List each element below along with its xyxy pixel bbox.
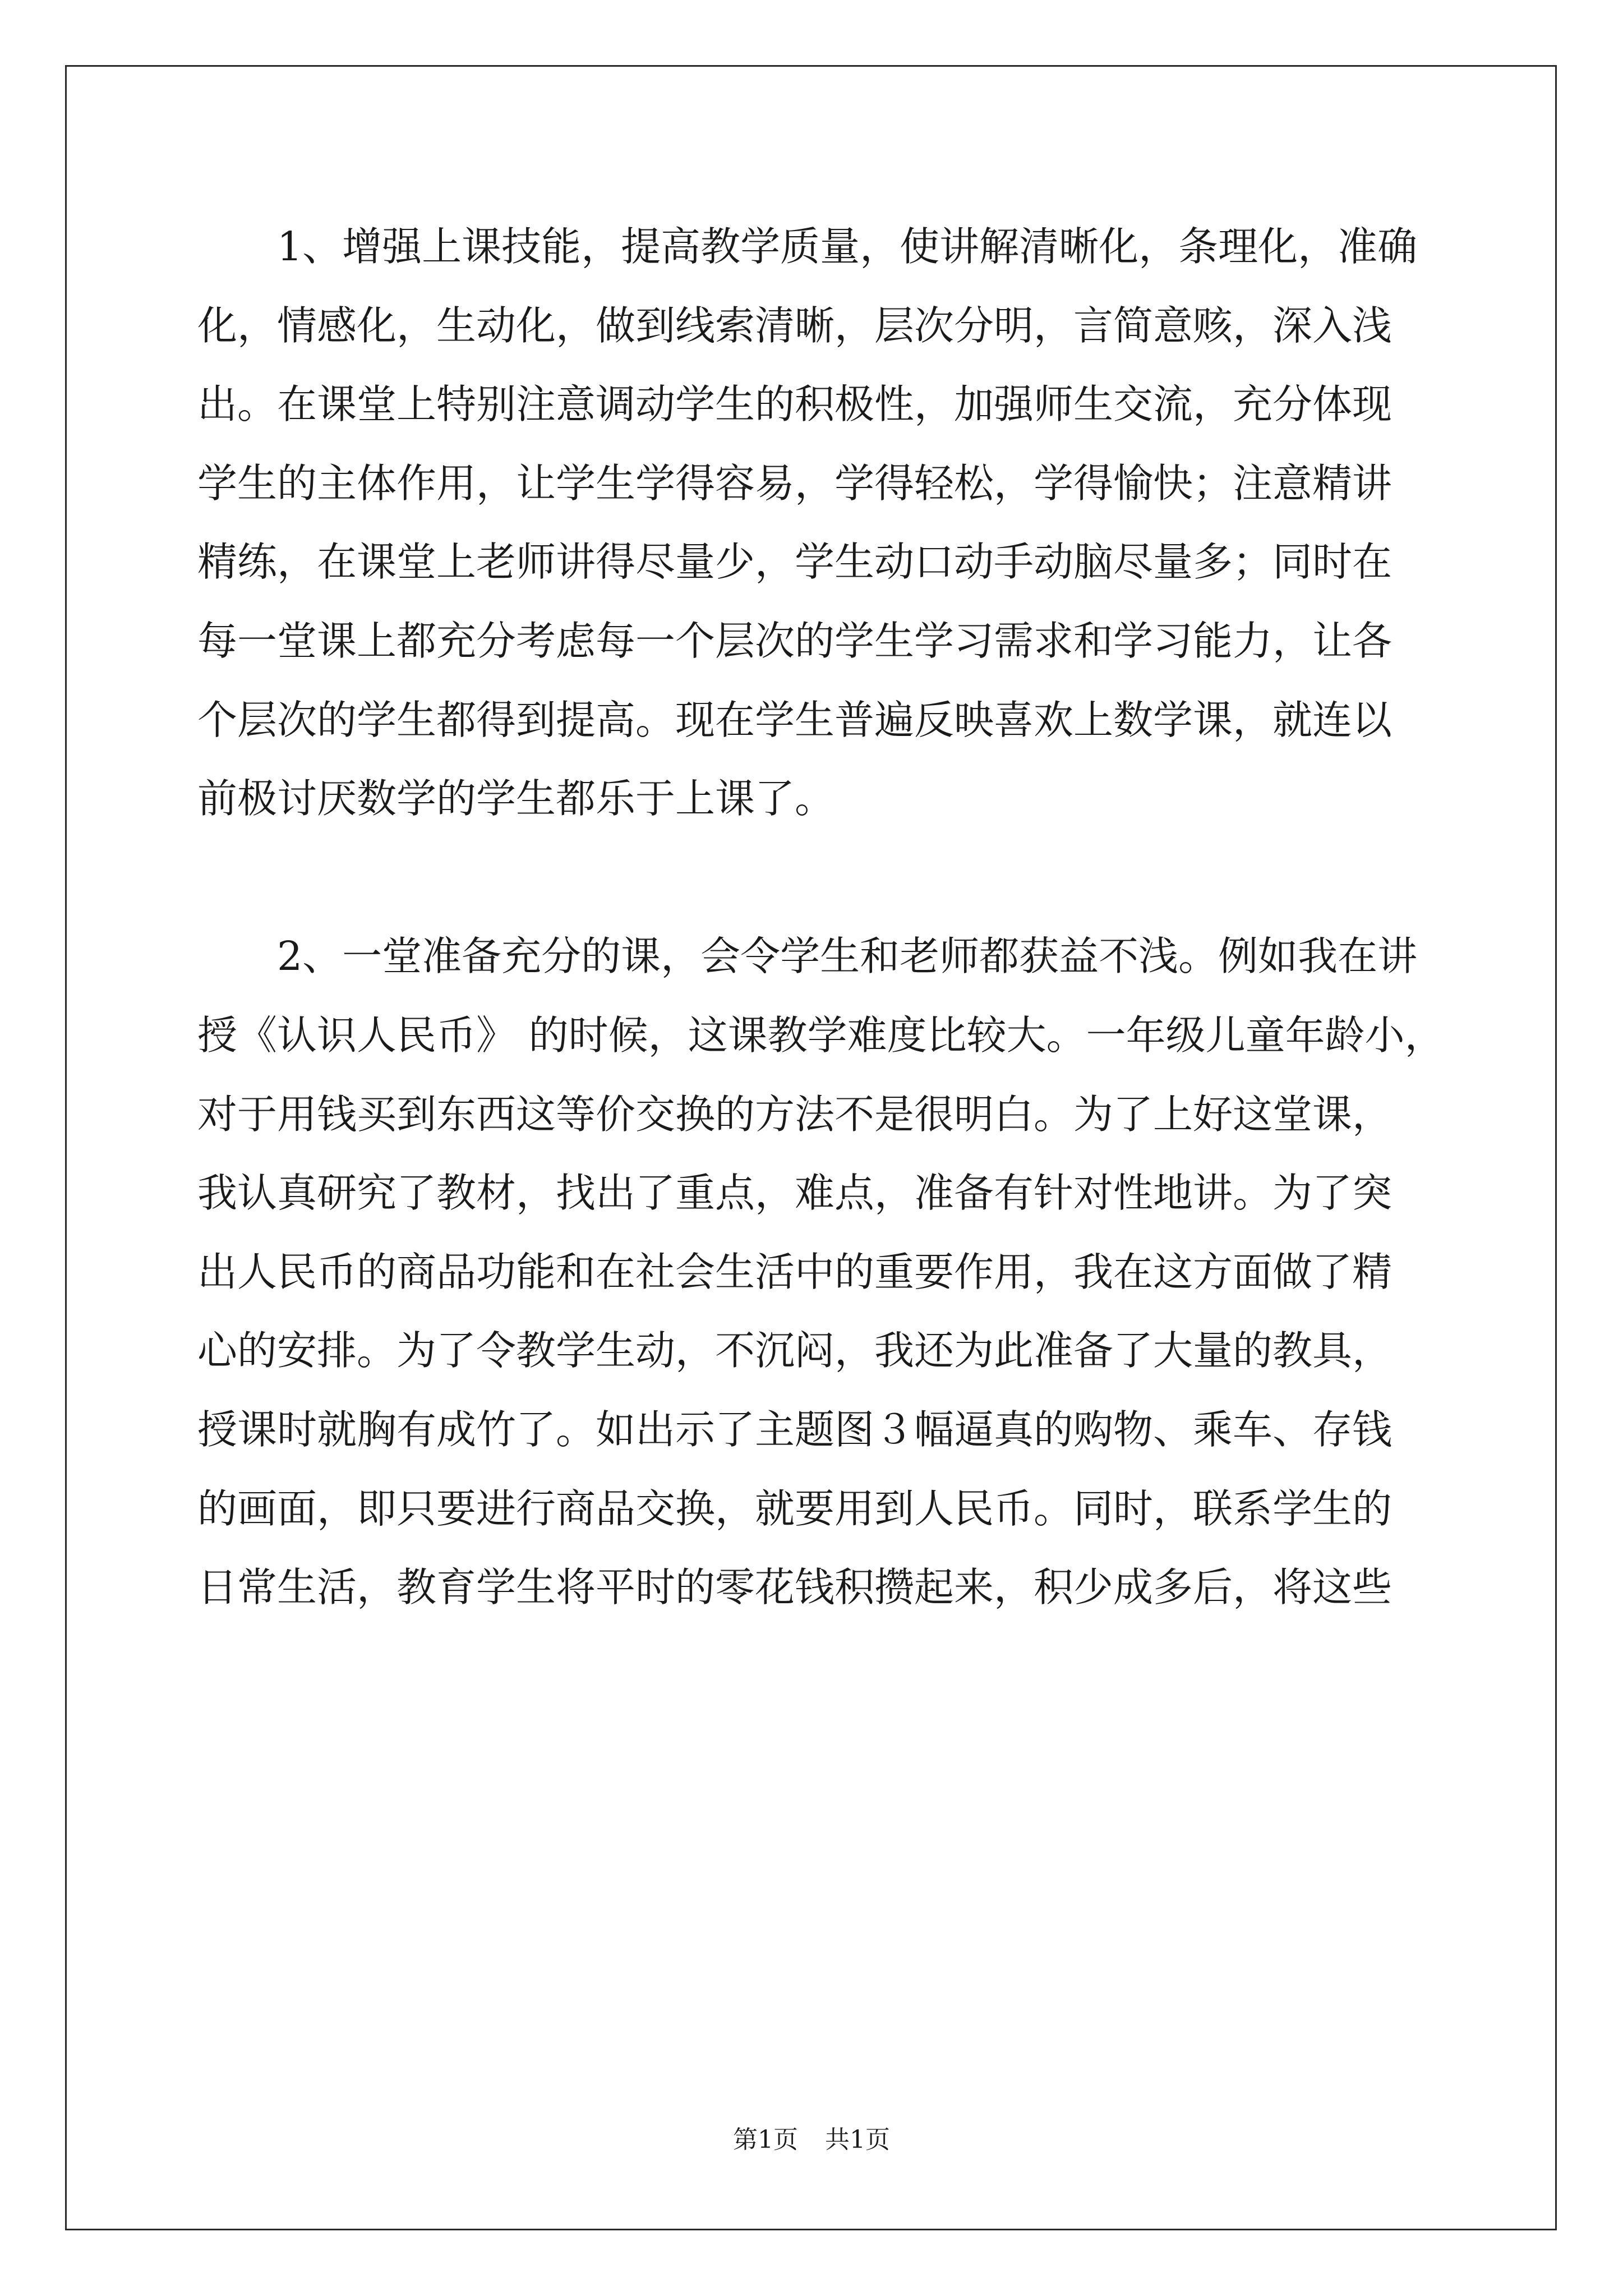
document-body <box>197 208 1445 1627</box>
page-number: 第1页 <box>733 2125 798 2154</box>
text-line: 个层次的学生都得到提高。现在学生普遍反映喜欢上数学课，就连以 <box>197 696 1393 743</box>
text-line: 精练，在课堂上老师讲得尽量少，学生动口动手动脑尽量多；同时在 <box>197 539 1393 586</box>
page-footer <box>0 2123 1623 2157</box>
text-line: 对于用钱买到东西这等价交换的方法不是很明白。为了上好这堂课， <box>197 1091 1393 1138</box>
text-line: 2、一堂准备充分的课，会令学生和老师都获益不浅。例如我在讲 <box>197 933 1418 980</box>
text-line: 出。在课堂上特别注意调动学生的积极性，加强师生交流，充分体现 <box>197 381 1393 428</box>
text-line: 学生的主体作用，让学生学得容易，学得轻松，学得愉快；注意精讲 <box>197 459 1393 507</box>
page-total: 共1页 <box>825 2125 890 2154</box>
text-line: 前极讨厌数学的学生都乐于上课了。 <box>197 775 835 822</box>
paragraph-2 <box>197 917 1445 1627</box>
text-line: 授《认识人民币》 的时候，这课教学难度比较大。一年级儿童年龄小， <box>197 1011 1445 1059</box>
text-line: 日常生活，教育学生将平时的零花钱积攒起来，积少成多后，将这些 <box>197 1564 1393 1611</box>
text-line: 化，情感化，生动化，做到线索清晰，层次分明，言简意赅，深入浅 <box>197 302 1393 349</box>
paragraph-1 <box>197 208 1431 839</box>
text-line: 心的安排。为了令教学生动，不沉闷，我还为此准备了大量的教具， <box>197 1327 1393 1374</box>
text-line: 每一堂课上都充分考虑每一个层次的学生学习需求和学习能力，让各 <box>197 617 1393 664</box>
text-line: 授课时就胸有成竹了。如出示了主题图３幅逼真的购物、乘车、存钱 <box>197 1406 1393 1453</box>
text-line: 1、增强上课技能，提高教学质量，使讲解清晰化，条理化，准确 <box>197 223 1418 270</box>
text-line: 出人民币的商品功能和在社会生活中的重要作用，我在这方面做了精 <box>197 1248 1393 1295</box>
text-line: 的画面，即只要进行商品交换，就要用到人民币。同时，联系学生的 <box>197 1485 1393 1532</box>
text-line: 我认真研究了教材，找出了重点，难点，准备有针对性地讲。为了突 <box>197 1170 1393 1217</box>
